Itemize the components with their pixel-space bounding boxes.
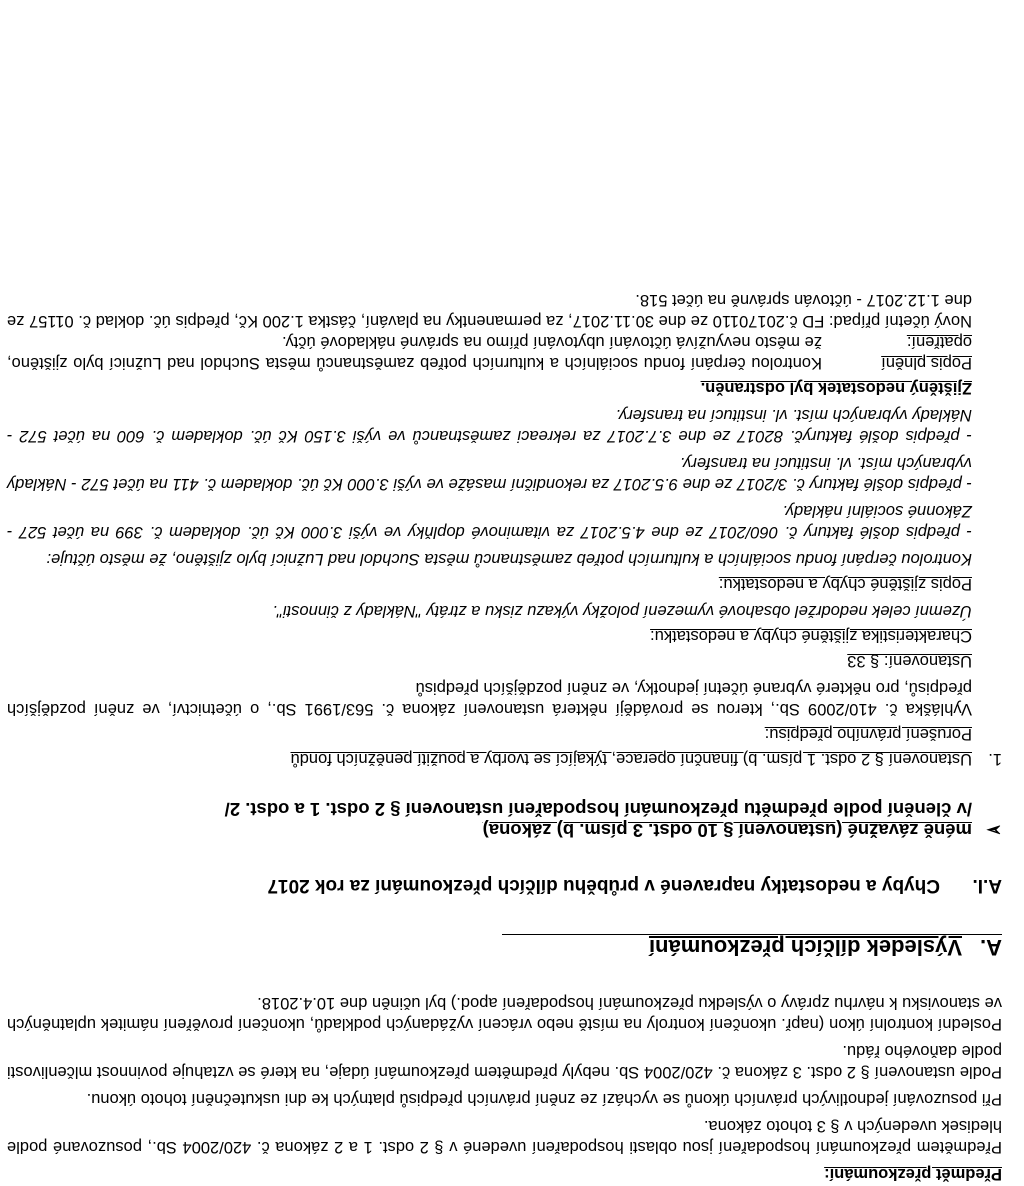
violation-label: Porušení právního předpisu: xyxy=(764,725,972,743)
item-number: 1. xyxy=(988,750,1002,768)
violation-text: Vyhláška č. 410/2009 Sb., kterou se provádějí některá ustanovení zákona č. 563/1991 Sb., o účetnictví, ve znění pozdějších předpisů, pro některé vybrané účetní jednotky, ve znění pozdějších předpisů xyxy=(7,679,972,718)
subject-paragraph-3: Podle ustanovení § 2 odst. 3 zákona č. 420/2004 Sb. nebyly předmětem přezkoumání údaje, na které se vztahuje povinnost mlčenlivosti podle daňového řádu. xyxy=(7,1042,1002,1081)
classification-line: /v členění podle předmětu přezkoumání hospodaření ustanovení § 2 odst. 1 a odst. 2/ xyxy=(224,799,972,820)
item-body xyxy=(7,283,972,769)
description-bullet-3: - předpis došlé fakturyč. 82017 ze dne 3.7.2017 za rekreaci zaměstnanců ve výši 3.150 Kč úč. dokladem č. 600 na účet 572 - Náklady vybraných míst. vl. institucí na transfery. xyxy=(7,406,972,445)
subject-heading: Předmět přezkoumání: xyxy=(824,1165,1002,1183)
arrow-bullet-icon: ➢ xyxy=(986,820,1002,841)
severity-block xyxy=(7,799,1002,841)
description-intro: Kontrolou čerpání fondu sociálních a kulturních potřeb zaměstnanců města Suchdol nad Lužnicí bylo zjištěno, že město účtuje: xyxy=(46,550,972,568)
section-a-heading xyxy=(7,937,1002,958)
subject-paragraph-2: Při posuzování jednotlivých právních úkonů se vychází ze znění právních předpisů platných ke dni uskutečnění tohoto úkonu. xyxy=(86,1090,1002,1108)
description-label: Popis zjištěné chyby a nedostatku: xyxy=(718,575,972,593)
new-case-text: Nový účetní případ: FD č.20170110 ze dne 30.11.2017, za permanentky na plavání, částka 1.200 Kč, předpis úč. doklad č. 01157 ze dne 1.12.2017 - účtován správně na účet 518. xyxy=(7,291,972,330)
remedy-row xyxy=(7,331,972,373)
section-ai-number: A.I. xyxy=(972,875,1002,896)
section-ai-heading xyxy=(7,875,1002,896)
section-ai-title: Chyby a nedostatky napravené v průběhu dílčích přezkoumání za rok 2017 xyxy=(267,875,940,896)
characteristic-text: Územní celek nedodržel obsahové vymezení položky výkazu zisku a ztráty "Náklady z činnosti". xyxy=(272,602,972,620)
description-bullet-2: - předpis došlé faktury č. 3/2017 ze dne 9.5.2017 za rekondiční masáže ve výši 3.000 Kč úč. dokladem č. 411 na účet 572 - Náklady vybraných míst. vl. institucí na transfery. xyxy=(7,454,972,493)
finding-resolved: Zjištěný nedostatek byl odstraněn. xyxy=(700,379,972,397)
severity-line: méně závažné (ustanovení § 10 odst. 3 písm. b) zákona) xyxy=(482,820,972,841)
item-title: Ustanovení § 2 odst. 1 písm. b) finanční operace, týkající se tvorby a použití peněžních fondů xyxy=(290,750,972,768)
section-a-number: A. xyxy=(980,935,1002,960)
document-content xyxy=(7,283,1002,1184)
provision-text: Ustanovení: § 33 xyxy=(847,652,972,670)
characteristic-label: Charakteristika zjištěné chyby a nedostatku: xyxy=(650,627,972,645)
section-a-title: Výsledek dílčích přezkoumání xyxy=(648,935,962,960)
subject-paragraph-4: Poslední kontrolní úkon (např. ukončení kontroly na místě nebo vrácení vyžádaných podkladů, ukončení prověření námitek uplatněných ve stanovisku k návrhu zprávy o výsledku přezkoumání hospodaření apod.) byl učiněn dne 10.4.2018. xyxy=(7,994,1002,1033)
description-bullet-1: - předpis došlé faktury č. 060/2017 ze dne 4.5.2017 za vitaminové doplňky ve výši 3.000 Kč úč. dokladem č. 399 na účet 527 - Zákonné sociální náklady. xyxy=(7,502,972,541)
finding-item-1 xyxy=(7,283,1002,769)
remedy-text: Kontrolou čerpání fondu sociálních a kulturních potřeb zaměstnanců města Suchdol nad Lužnicí bylo zjištěno, že město nevyužívá účtování ubytování přímo na správné nákladové účty. xyxy=(7,333,822,372)
remedy-label: Popis plnění opatření: xyxy=(881,333,972,372)
subject-paragraph-1: Předmětem přezkoumání hospodaření jsou oblasti hospodaření uvedené v § 2 odst. 1 a 2 zákona č. 420/2004 Sb., posuzované podle hledisek uvedených v § 3 tohoto zákona. xyxy=(7,1117,1002,1156)
